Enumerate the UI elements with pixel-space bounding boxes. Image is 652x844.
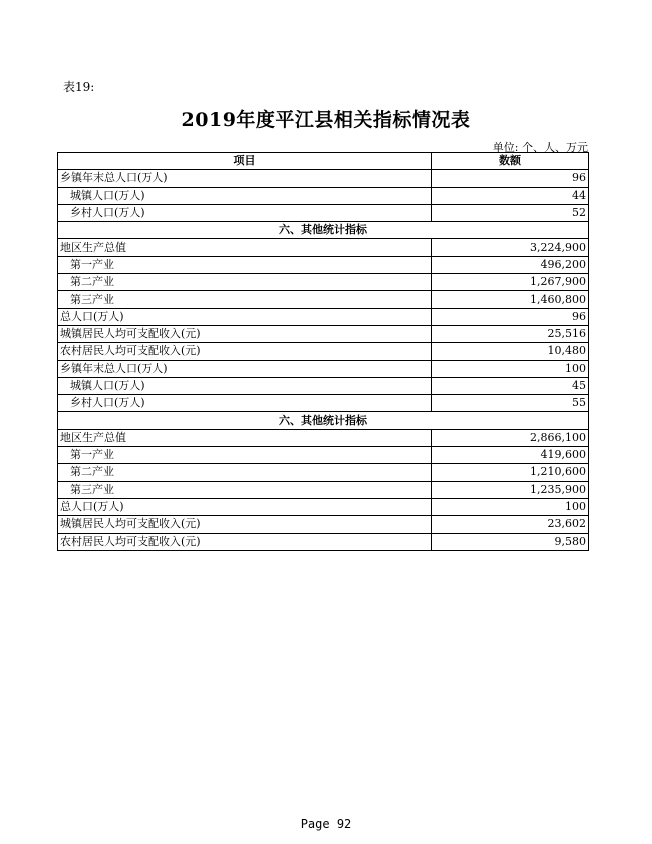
row-label: 乡村人口(万人) <box>58 395 432 412</box>
row-value: 10,480 <box>432 343 589 360</box>
row-label: 城镇人口(万人) <box>58 187 432 204</box>
row-label: 总人口(万人) <box>58 308 432 325</box>
page-title: 2019年度平江县相关指标情况表 <box>181 109 471 131</box>
section-title: 六、其他统计指标 <box>58 412 589 429</box>
section-header-row <box>58 412 589 429</box>
row-value: 2,866,100 <box>432 429 589 446</box>
table-row <box>58 308 589 325</box>
row-label: 农村居民人均可支配收入(元) <box>58 343 432 360</box>
table-row <box>58 274 589 291</box>
row-label: 地区生产总值 <box>58 429 432 446</box>
table-row <box>58 343 589 360</box>
row-value: 3,224,900 <box>432 239 589 256</box>
table-row <box>58 204 589 221</box>
table-row <box>58 291 589 308</box>
table-row <box>58 256 589 273</box>
row-label: 地区生产总值 <box>58 239 432 256</box>
page-number: Page 92 <box>300 817 352 831</box>
table-row <box>58 429 589 446</box>
table-row <box>58 395 589 412</box>
row-value: 9,580 <box>432 533 589 550</box>
row-value: 96 <box>432 170 589 187</box>
row-value: 496,200 <box>432 256 589 273</box>
row-label: 乡镇年末总人口(万人) <box>58 360 432 377</box>
table-body <box>58 153 589 551</box>
table-row <box>58 239 589 256</box>
table-row <box>58 447 589 464</box>
row-label: 城镇人口(万人) <box>58 377 432 394</box>
row-value: 1,235,900 <box>432 481 589 498</box>
row-value: 419,600 <box>432 447 589 464</box>
section-header-row <box>58 222 589 239</box>
table-row <box>58 377 589 394</box>
row-value: 23,602 <box>432 516 589 533</box>
row-label: 农村居民人均可支配收入(元) <box>58 533 432 550</box>
row-label: 第一产业 <box>58 256 432 273</box>
table-row <box>58 498 589 515</box>
table-row <box>58 533 589 550</box>
column-header-item: 项目 <box>58 153 432 170</box>
row-value: 52 <box>432 204 589 221</box>
row-label: 乡镇年末总人口(万人) <box>58 170 432 187</box>
row-label: 第三产业 <box>58 291 432 308</box>
table-row <box>58 481 589 498</box>
row-value: 1,267,900 <box>432 274 589 291</box>
table-row <box>58 325 589 342</box>
row-value: 100 <box>432 360 589 377</box>
row-label: 城镇居民人均可支配收入(元) <box>58 516 432 533</box>
row-value: 25,516 <box>432 325 589 342</box>
table-header-row <box>58 153 589 170</box>
row-value: 45 <box>432 377 589 394</box>
row-value: 1,210,600 <box>432 464 589 481</box>
row-label: 第二产业 <box>58 274 432 291</box>
unit-note: 单位: 个、人、万元 <box>492 141 588 154</box>
section-title: 六、其他统计指标 <box>58 222 589 239</box>
table-row <box>58 360 589 377</box>
table-row <box>58 170 589 187</box>
row-label: 总人口(万人) <box>58 498 432 515</box>
row-label: 第二产业 <box>58 464 432 481</box>
row-value: 1,460,800 <box>432 291 589 308</box>
row-value: 100 <box>432 498 589 515</box>
row-value: 55 <box>432 395 589 412</box>
column-header-amount: 数额 <box>432 153 589 170</box>
row-value: 96 <box>432 308 589 325</box>
row-label: 第一产业 <box>58 447 432 464</box>
table-row <box>58 464 589 481</box>
row-label: 乡村人口(万人) <box>58 204 432 221</box>
table-number-label: 表19: <box>63 80 95 94</box>
row-label: 城镇居民人均可支配收入(元) <box>58 325 432 342</box>
statistics-table <box>57 152 589 551</box>
table-row <box>58 516 589 533</box>
row-value: 44 <box>432 187 589 204</box>
row-label: 第三产业 <box>58 481 432 498</box>
table-row <box>58 187 589 204</box>
